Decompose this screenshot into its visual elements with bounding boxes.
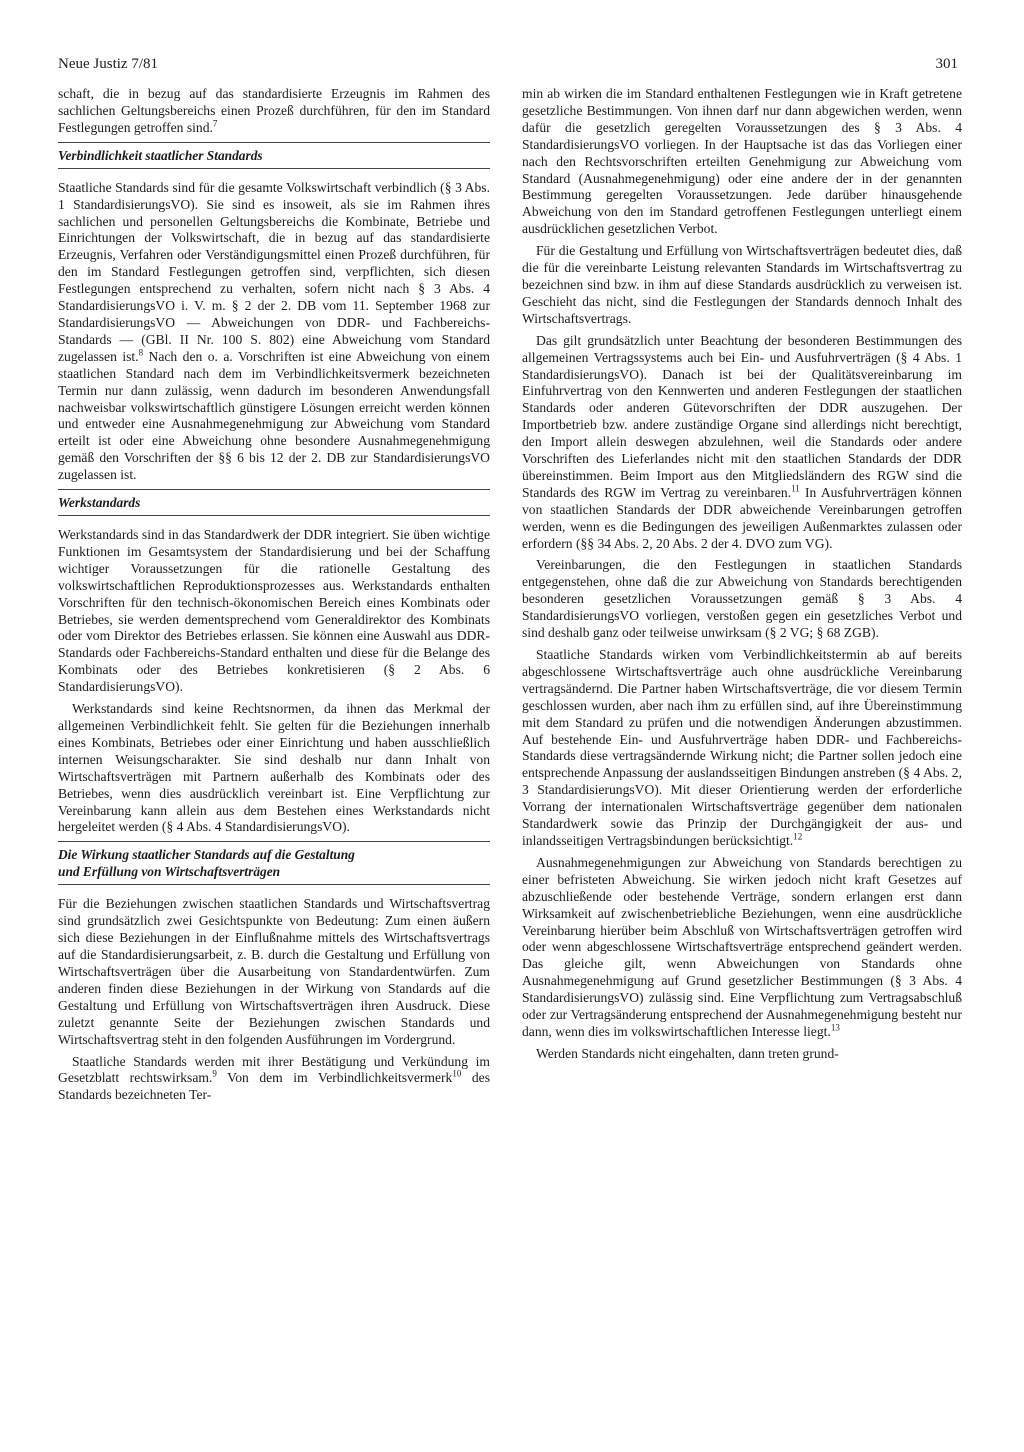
paragraph-text: Staatliche Standards werden mit ihrer Bestätigung und Verkündung im Gesetzblatt rechtswirksam. — [58, 1053, 490, 1086]
footnote-ref-13: 13 — [830, 1022, 840, 1033]
paragraph-verbindlichkeit — [58, 180, 490, 484]
paragraph-text: In Ausfuhrverträgen können von staatlichen Standards der DDR abweichende Vereinbarungen getroffen werden, wenn es die Bedingungen des jeweiligen Außenmarktes zulassen oder erfordern (§§ 34 Abs. 2, 20 Abs. 2 der 4. DVO zum VG). — [522, 484, 962, 551]
paragraph-text: Das gilt grundsätzlich unter Beachtung der besonderen Bestimmungen des allgemeinen Vertragssystems auch bei Ein- und Ausfuhrverträgen (§ 4 Abs. 1 StandardisierungsVO). Danach ist bei der Qualitätsvereinbarung im Einfuhrvertrag von den Kennwerten und anderen Festlegungen der staatlichen Standards oder anderen Gütevorschriften der DDR auszugehen. Der Importbetrieb bzw. andere zuständige Organe sind allerdings nicht berechtigt, den Import allein deswegen abzulehnen, weil die Standards oder andere Vorschriften des Lieferlandes nicht mit den staatlichen Standards der DDR übereinstimmen. Beim Import aus den Mitgliedsländern des RGW sind die Standards des RGW im Vertrag zu vereinbaren. — [522, 332, 962, 500]
paragraph-werkstandards-1: Werkstandards sind in das Standardwerk der DDR integriert. Sie üben wichtige Funktionen im Gesamtsystem der Standardisierung und bei der Schaffung wichtiger Voraussetzungen für die rationelle Gestaltung des volkswirtschaftlichen Reproduktionsprozesses aus. Werkstandards enthalten Vorschriften für den technisch-ökonomischen Bereich eines Kombinats oder Betriebes, sie werden dementsprechend vom Generaldirektor des Kombinats oder vom Direktor des Betriebes erlassen. Sie können eine Auswahl aus DDR-Standards oder Fachbereichs-Standard enthalten und diese für die Belange des Kombinats oder des Betriebes konkretisieren (§ 2 Abs. 6 StandardisierungsVO). — [58, 527, 490, 695]
paragraph-werkstandards-2: Werkstandards sind keine Rechtsnormen, da ihnen das Merkmal der allgemeinen Verbindlichkeit fehlt. Sie gelten für die Beziehungen innerhalb eines Kombinats, Betriebes oder einer Einrichtung und haben ausschließlich internen Weisungscharakter. Sie sind deshalb nur dann Inhalt von Wirtschaftsverträgen mit Partnern außerhalb des Kombinats oder des Betriebes, wenn dies ausdrücklich vereinbart ist. Eine Verpflichtung zur Vereinbarung kann allein aus dem Bestehen eines Werkstandards nicht hergeleitet werden (§ 4 Abs. 4 StandardisierungsVO). — [58, 701, 490, 835]
paragraph-right-1: min ab wirken die im Standard enthaltenen Festlegungen wie in Kraft getretene gesetzliche Bestimmungen. Von ihnen darf nur dann abgewichen werden, wenn dafür die gesetzlich geregelten Voraussetzungen des § 3 Abs. 4 StandardisierungsVO vorliegen. In der Hauptsache ist das das Vorliegen einer nach den Rechtsvorschriften erteilten Genehmigung zur Abweichung vom Standard (Ausnahmegenehmigung) oder eine andere der in der genannten Bestimmung geregelten Voraussetzungen. Jede darüber hinausgehende Abweichung von den im Standard getroffenen Festlegungen unterliegt einem ausdrücklichen gesetzlichen Verbot. — [522, 86, 962, 237]
intro-text: schaft, die in bezug auf das standardisierte Erzeugnis im Rahmen des sachlichen Geltungsbereichs einen Prozeß durchführen, für den im Standard Festlegungen getroffen sind. — [58, 86, 490, 135]
paragraph-right-7: Werden Standards nicht eingehalten, dann treten grund- — [536, 1045, 839, 1061]
footnote-ref-8: 8 — [138, 347, 144, 358]
paragraph-text: Von dem im Verbindlichkeitsvermerk — [216, 1070, 453, 1086]
paragraph-text: Nach den o. a. Vorschriften ist eine Abweichung von einem staatlichen Standard nach dem im Verbindlichkeitsvermerk bezeichneten Termin nur dann zulässig, wenn dadurch im besonderen Anwendungsfall nachweisbar volkswirtschaftlich günstigere Lösungen erreicht werden können und entweder eine Ausnahmegenehmigung zur Abweichung vom Standard erteilt ist oder eine Abweichung ohne besondere Ausnahmegenehmigung gemäß den Vorschriften der §§ 6 bis 12 der 2. DB zur StandardisierungsVO zugelassen ist. — [58, 348, 490, 483]
section-heading-wirkung — [58, 841, 490, 885]
section-heading-line: Die Wirkung staatlicher Standards auf die Gestaltung — [58, 847, 355, 863]
paragraph-text: Staatliche Standards wirken vom Verbindlichkeitstermin ab auf bereits abgeschlossene Wirtschaftsverträge auch ohne ausdrückliche Vereinbarung vertragsändernd. Die Partner haben Wirtschaftsverträge, die vor diesem Termin geschlossen wurden, aber nach ihm zu erfüllen sind, auf ihre Übereinstimmung mit dem Standard zu prüfen und die notwendigen Änderungen abzustimmen. Auf bestehende Ein- und Ausfuhrverträge haben DDR- und Fachbereichs-Standards diese vertragsändernde Wirkung nicht; die Partner sollen jedoch eine entsprechende Anpassung der auslandsseitigen Bindungen anstreben (§ 4 Abs. 2, 3 StandardisierungsVO). Mit dieser Orientierung werden der erforderliche Vorrang der internationalen Wirtschaftsverträge gegenüber dem nationalen Standardwerk sowie das Prinzip der Durchgängigkeit der aus- und inlandsseitigen Vertragsbindungen berücksichtigt. — [522, 647, 962, 848]
paragraph-right-3 — [522, 333, 962, 553]
footnote-ref-11: 11 — [791, 483, 800, 494]
footnote-ref-7: 7 — [212, 118, 218, 129]
paragraph-wirkung-2 — [58, 1054, 490, 1105]
paragraph-right-2: Für die Gestaltung und Erfüllung von Wirtschaftsverträgen bedeutet dies, daß die für die vereinbarte Leistung relevanten Standards im Wirtschaftsvertrag zu bezeichnen sind bzw. in ihm auf diese Standards ausdrücklich zu verweisen ist. Geschieht das nicht, sind die Festlegungen der Standards dennoch Inhalt des Wirtschaftsvertrags. — [522, 243, 962, 326]
footnote-ref-9: 9 — [212, 1068, 217, 1079]
intro-paragraph — [58, 86, 490, 137]
section-heading-verbindlichkeit: Verbindlichkeit staatlicher Standards — [58, 142, 490, 169]
page-number: 301 — [935, 56, 958, 72]
footnote-ref-12: 12 — [793, 831, 803, 842]
journal-issue: Neue Justiz 7/81 — [58, 56, 158, 72]
paragraph-text: des Standards bezeichneten Ter- — [58, 1070, 490, 1103]
paragraph-right-4: Vereinbarungen, die den Festlegungen in staatlichen Standards entgegenstehen, ohne daß die zur Abweichung von Standards berechtigenden besonderen gesetzlichen Voraussetzungen gemäß § 3 Abs. 4 StandardisierungsVO vorliegen, verstoßen gegen ein gesetzliches Verbot und sind deshalb ganz oder teilweise unwirksam (§ 2 VG; § 68 ZGB). — [522, 557, 962, 641]
footnote-ref-10: 10 — [452, 1068, 462, 1079]
paragraph-right-6 — [522, 855, 962, 1041]
section-heading-werkstandards: Werkstandards — [58, 489, 490, 516]
left-column — [58, 86, 490, 1109]
paragraph-right-5 — [522, 647, 962, 850]
section-heading-line: und Erfüllung von Wirtschaftsverträgen — [58, 864, 281, 880]
running-header — [58, 56, 958, 78]
paragraph-text: Ausnahmegenehmigungen zur Abweichung von Standards berechtigen zu einer befristeten Abweichung. Sie wirken jedoch nicht kraft Gesetzes auf abzuschließende oder bestehende Verträge, sondern erlangen erst dann Wirksamkeit auf zwischenbetriebliche Beziehungen, wenn eine ausdrückliche Vereinbarung hierüber beim Abschluß von Wirtschaftsverträgen getroffen wird oder wenn abgeschlossene Wirtschaftsverträge entsprechend geändert werden. Das gleiche gilt, wenn Abweichungen von Standards ohne Ausnahmegenehmigung auf Grund gesetzlicher Bestimmungen (§ 3 Abs. 4 StandardisierungsVO) zulässig sind. Eine Verpflichtung zum Vertragsabschluß oder zur Vertragsänderung entsprechend der Ausnahmegenehmigung besteht nur dann, wenn dies im volkswirtschaftlichen Interesse liegt. — [522, 854, 962, 1039]
paragraph-wirkung-1: Für die Beziehungen zwischen staatlichen Standards und Wirtschaftsvertrag sind grundsätzlich zwei Gesichtspunkte von Bedeutung: Zum einen äußern sich diese Beziehungen in der Einflußnahme mittels des Wirtschaftsvertrags auf die Standardisierungsarbeit, z. B. durch die Gestaltung und Erfüllung von Wirtschaftsverträgen über die Ausarbeitung von Standardentwürfen. Zum anderen finden diese Beziehungen in der Wirkung von Standards auf die Gestaltung und Erfüllung von Wirtschaftsverträgen ihren Ausdruck. Diese zuletzt genannte Seite der Beziehungen zwischen Standards und Wirtschaftsvertrag steht in den folgenden Ausführungen im Vordergrund. — [58, 896, 490, 1047]
right-column — [522, 86, 962, 1068]
paragraph-text: Staatliche Standards sind für die gesamte Volkswirtschaft verbindlich (§ 3 Abs. 1 StandardisierungsVO). Sie sind es insoweit, als sie im Rahmen ihres sachlichen und personellen Geltungsbereichs die Kombinate, Betriebe und Einrichtungen der Volkswirtschaft, die in bezug auf das standardisierte Erzeugnis, Verfahren oder Verständigungsmittel einen Prozeß durchführen, für den im Standard Festlegungen getroffen sind, verpflichten, sich diesen Festlegungen entsprechend zu verhalten, sofern nicht nach § 3 Abs. 4 StandardisierungsVO i. V. m. § 2 der 2. DB vom 11. September 1968 zur StandardisierungsVO — Abweichungen von DDR- und Fachbereichs-Standards — (GBl. II Nr. 100 S. 802) eine Abweichung vom Standard zugelassen ist. — [58, 179, 490, 364]
